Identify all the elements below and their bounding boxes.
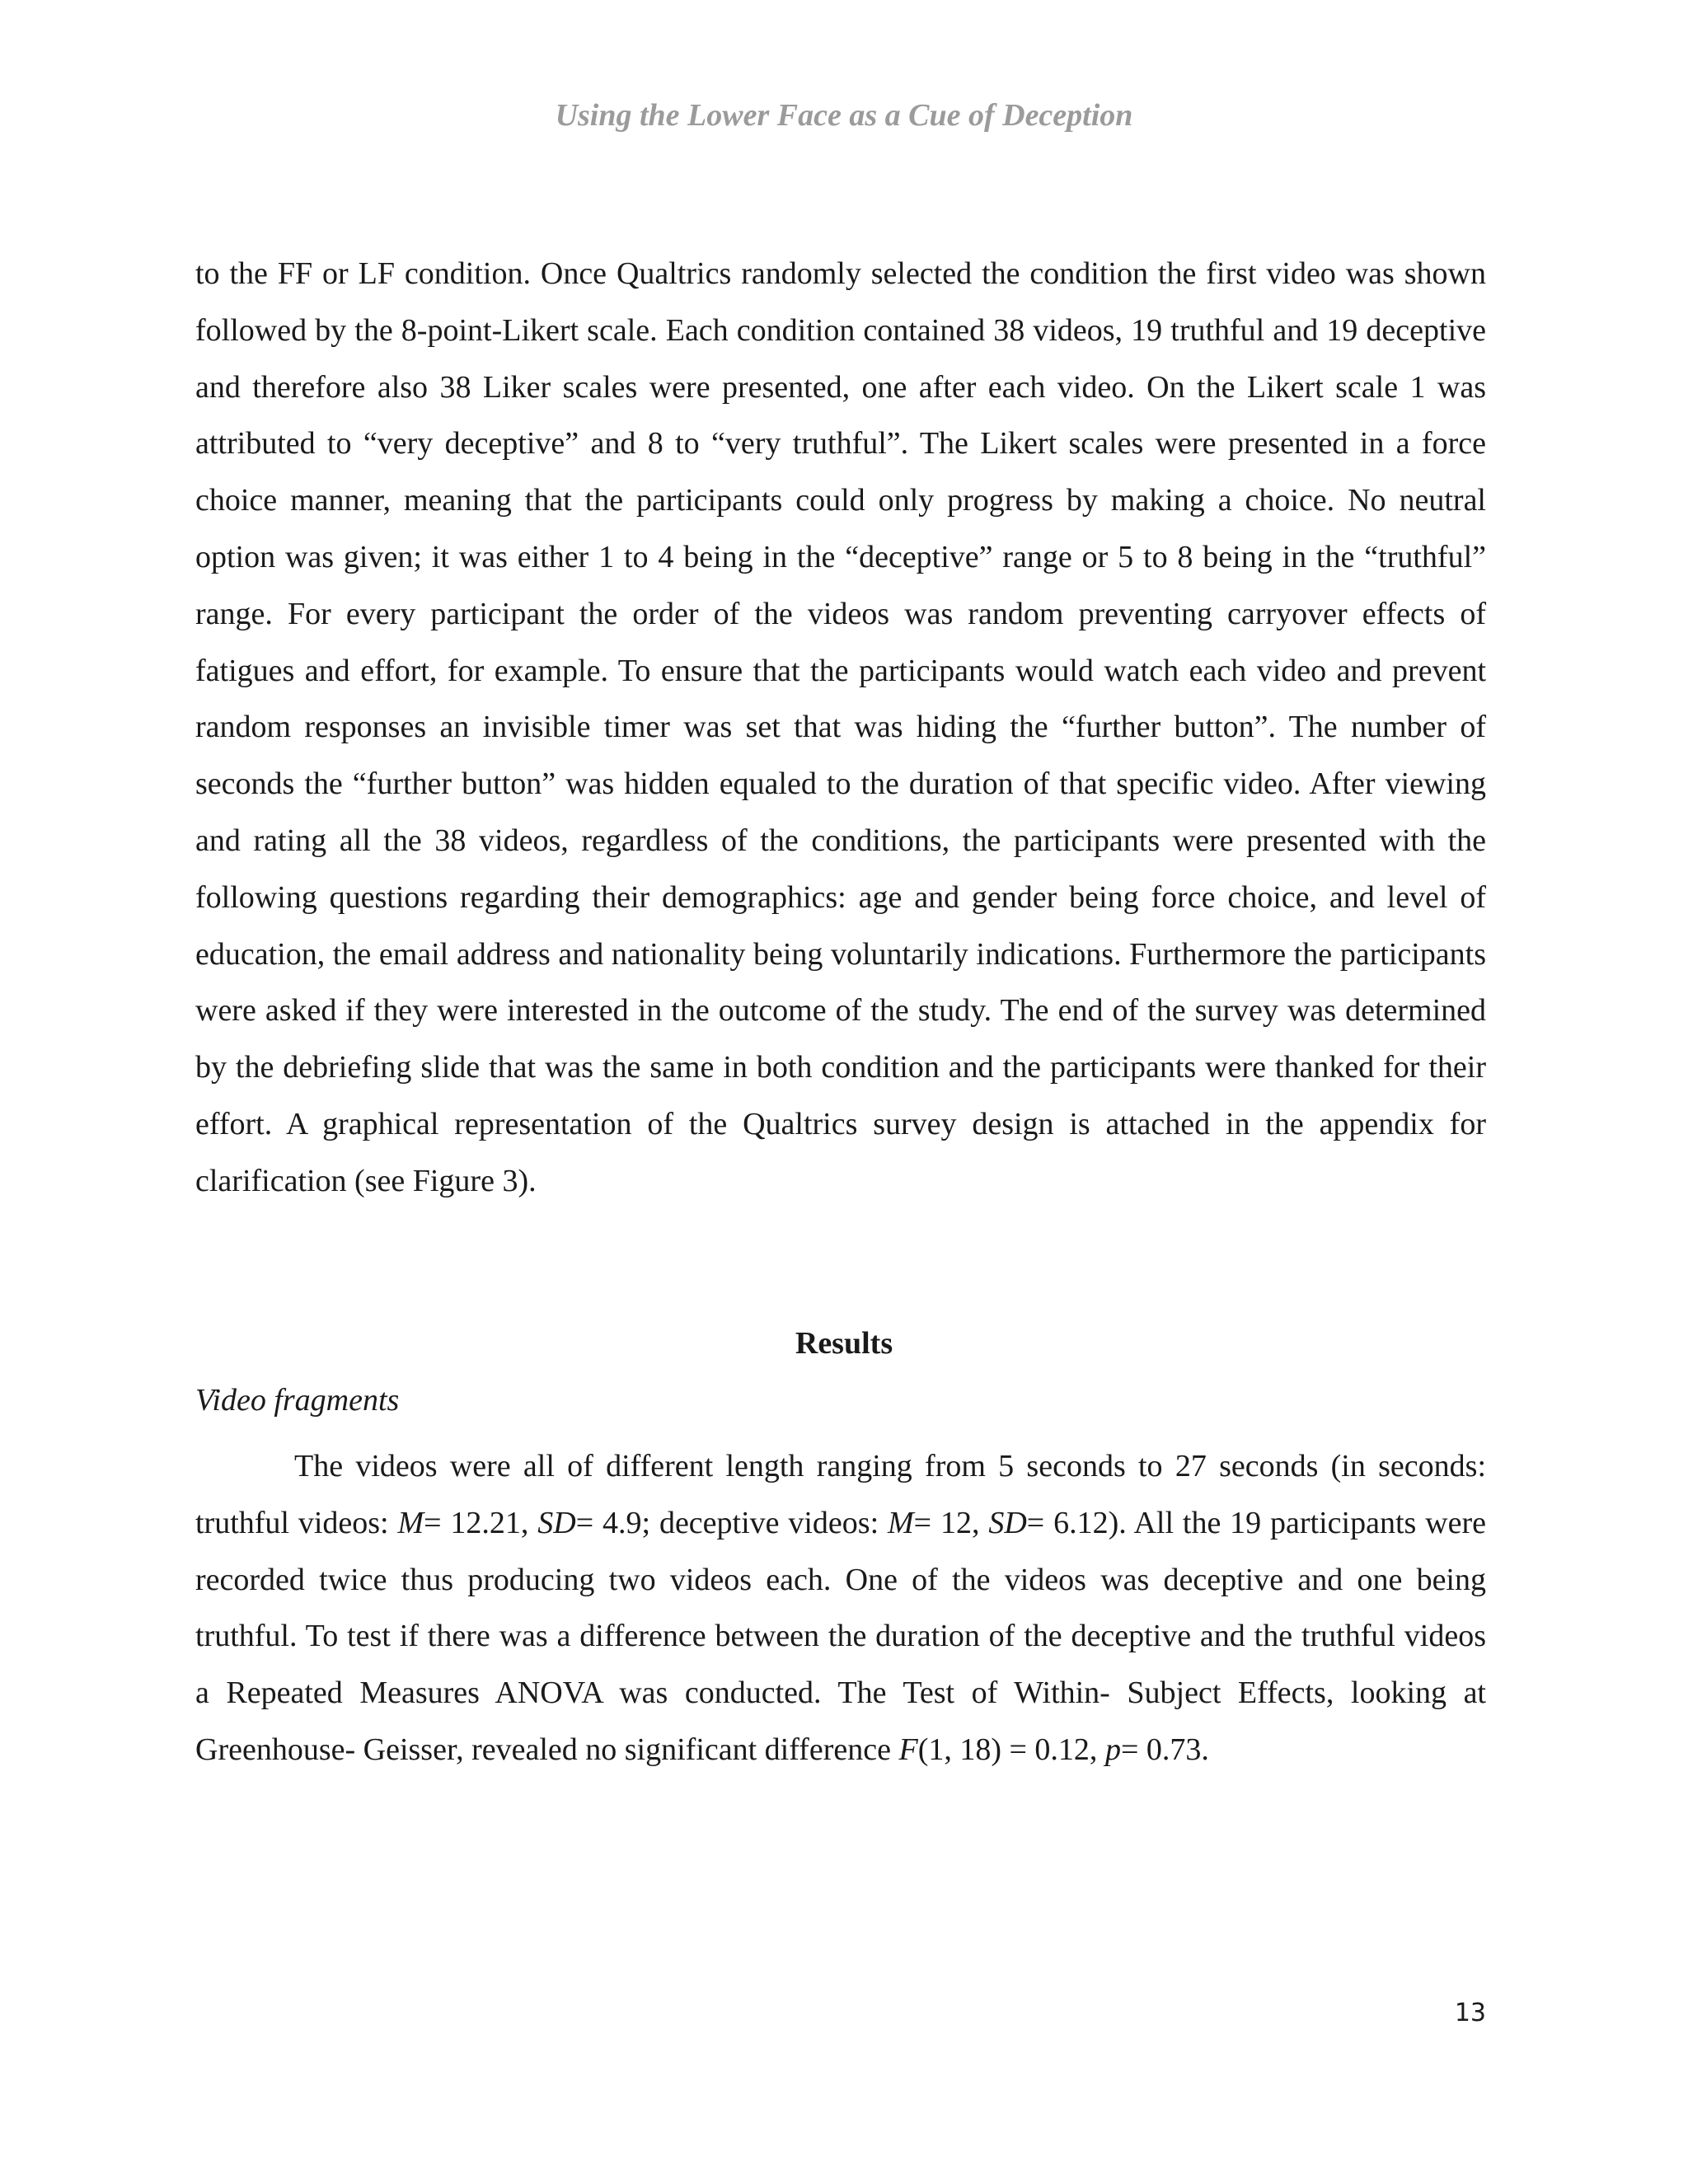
stat-label-f: F bbox=[898, 1732, 918, 1767]
stat-label-m: M bbox=[888, 1505, 914, 1540]
video-fragments-subheading: Video fragments bbox=[195, 1383, 400, 1418]
stat-value: (1, 18) = 0.12, bbox=[917, 1732, 1105, 1767]
results-paragraph bbox=[195, 1438, 1486, 1779]
stat-label-m: M bbox=[397, 1505, 424, 1540]
page-number: 13 bbox=[1454, 1999, 1486, 2027]
results-heading: Results bbox=[795, 1326, 893, 1361]
stat-value: = 12, bbox=[913, 1505, 989, 1540]
stat-label-p: p bbox=[1104, 1732, 1121, 1767]
running-head: Using the Lower Face as a Cue of Deception bbox=[555, 98, 1133, 133]
results-text: The videos were all of different length ranging from 5 seconds to 27 seconds (in seconds: truthful videos: bbox=[195, 1449, 1486, 1540]
stat-value: = 0.73. bbox=[1120, 1732, 1209, 1767]
method-paragraph: to the FF or LF condition. Once Qualtrics randomly selected the condition the first video was shown followed by the 8-point-Likert scale. Each condition contained 38 videos, 19 truthful and 19 deceptive and therefore also 38 Liker scales were presented, one after each video. On the Likert scale 1 was attributed to “very deceptive” and 8 to “very truthful”. The Likert scales were presented in a force choice manner, meaning that the participants could only progress by making a choice. No neutral option was given; it was either 1 to 4 being in the “deceptive” range or 5 to 8 being in the “truthful” range. For every participant the order of the videos was random preventing carryover effects of fatigues and effort, for example. To ensure that the participants would watch each video and prevent random responses an invisible timer was set that was hiding the “further button”. The number of seconds the “further button” was hidden equaled to the duration of that specific video. After viewing and rating all the 38 videos, regardless of the conditions, the participants were presented with the following questions regarding their demographics: age and gender being force choice, and level of education, the email address and nationality being voluntarily indications. Furthermore the participants were asked if they were interested in the outcome of the study. The end of the survey was determined by the debriefing slide that was the same in both condition and the participants were thanked for their effort. A graphical representation of the Qualtrics survey design is attached in the appendix for clarification (see Figure 3). bbox=[195, 256, 1486, 1198]
stat-label-sd: SD bbox=[988, 1505, 1027, 1540]
stat-label-sd: SD bbox=[537, 1505, 576, 1540]
stat-value: = 12.21, bbox=[424, 1505, 538, 1540]
results-text: = 6.12). All the 19 participants were recorded twice thus producing two videos each. One of the videos was deceptive and one being truthful. To test if there was a difference between the duration of the deceptive and the truthful videos a Repeated Measures ANOVA was conducted. The Test of Within- Subject Effects, looking at Greenhouse- Geisser, revealed no significant difference bbox=[195, 1505, 1486, 1767]
stat-value: = 4.9; deceptive videos: bbox=[575, 1505, 889, 1540]
